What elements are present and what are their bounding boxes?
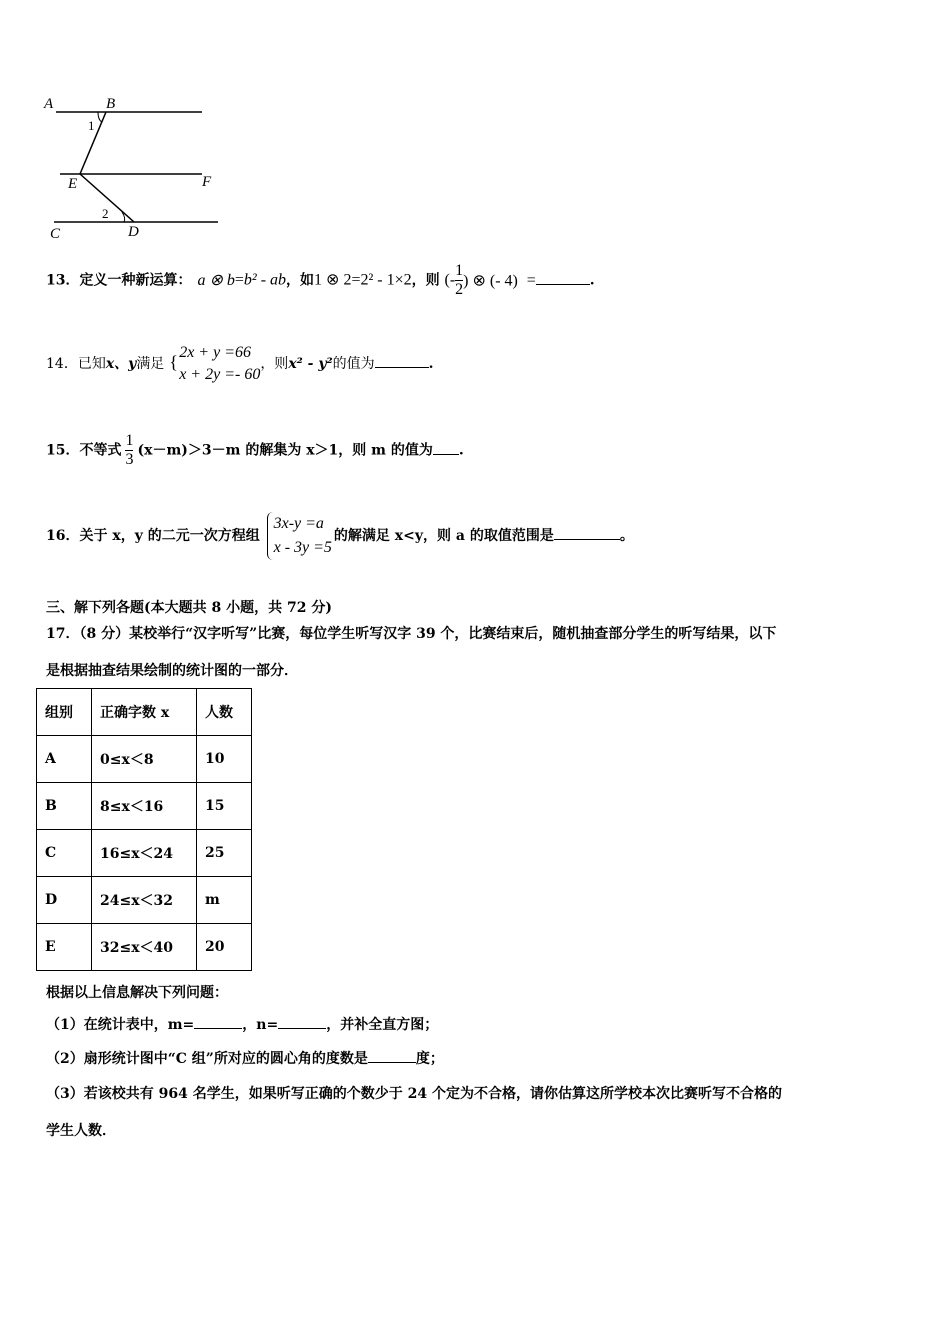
q17-angle-blank (368, 1048, 416, 1063)
q13-mid: ，如 (286, 272, 315, 289)
q15-body: (x－m)＞3－m 的解集为 x＞1，则 m 的值为 (137, 442, 433, 459)
label-angle1: 1 (88, 118, 95, 133)
table-header-cell: 组别 (37, 689, 92, 736)
q17-p2-b: 度； (415, 1051, 444, 1067)
label-b: B (106, 96, 116, 112)
question-14 (46, 342, 434, 386)
q14-answer-blank (375, 353, 429, 368)
table-cell: E (37, 924, 92, 971)
table-header-cell: 人数 (197, 689, 252, 736)
table-cell: 0≤x＜8 (92, 736, 197, 783)
q15-prefix: 15．不等式 (46, 442, 122, 459)
q14-satisfy: 满足 (136, 356, 165, 372)
label-d: D (128, 224, 139, 240)
angle-1-arc (98, 112, 102, 122)
section-3-title: 三、解下列各题(本大题共 8 小题，共 72 分) (46, 600, 332, 616)
table-cell: B (37, 783, 92, 830)
label-angle2: 2 (102, 206, 109, 221)
q13-lead: (- (444, 271, 456, 289)
table-row (37, 877, 252, 924)
q13-tail: ) ⊗ (- 4) (463, 272, 518, 290)
q13-then: ，则 (411, 272, 440, 289)
label-e: E (68, 176, 78, 192)
q13-prefix: 13．定义一种新运算： (46, 272, 192, 289)
q15-frac-num: 1 (125, 432, 134, 449)
q13-op: a ⊗ b (197, 271, 235, 289)
q15-frac-den: 3 (125, 451, 134, 468)
geometry-figure (40, 92, 220, 244)
q17-p1-a: （1）在统计表中，m= (46, 1017, 195, 1033)
table-cell: 15 (197, 783, 252, 830)
table-cell: A (37, 736, 92, 783)
q13-eq: = (234, 271, 244, 289)
q13-fraction (455, 262, 463, 299)
q14-vars: x、y (105, 356, 137, 372)
q13-example: 1 ⊗ 2=2² - 1×2 (314, 271, 412, 289)
q16-eq1: 3x-y =a (273, 515, 324, 532)
q15-fraction (125, 432, 133, 469)
q17-line2: 是根据抽查结果绘制的统计图的一部分． (46, 663, 298, 679)
q14-end: . (428, 356, 434, 372)
q16-prefix: 16．关于 x，y 的二元一次方程组 (46, 528, 260, 544)
q13-frac-num: 1 (455, 262, 464, 279)
q17-part1 (46, 1014, 438, 1034)
table-cell: 25 (197, 830, 252, 877)
table-cell: C (37, 830, 92, 877)
table-header-row (37, 689, 252, 736)
label-a: A (44, 96, 54, 112)
q17-part3-line1: （3）若该校共有 964 名学生，如果听写正确的个数少于 24 个定为不合格，请你估算这所学校本次比赛听写不合格的 (46, 1086, 782, 1102)
table-cell: 24≤x＜32 (92, 877, 197, 924)
q13-frac-den: 2 (455, 281, 464, 298)
label-f: F (202, 174, 212, 190)
q14-then: ，则 (260, 356, 289, 372)
q16-answer-blank (554, 525, 620, 540)
q17-p1-b: ，n= (242, 1017, 279, 1033)
table-cell: 8≤x＜16 (92, 783, 197, 830)
table-cell: m (197, 877, 252, 924)
table-cell: 32≤x＜40 (92, 924, 197, 971)
q16-system (267, 512, 332, 560)
table-row (37, 924, 252, 971)
table-row (37, 736, 252, 783)
q17-p2-a: （2）扇形统计图中“C 组”所对应的圆心角的度数是 (46, 1051, 368, 1067)
q15-end: . (458, 442, 464, 459)
table-header-cell: 正确字数 x (92, 689, 197, 736)
q17-n-blank (278, 1014, 326, 1029)
table-row (37, 783, 252, 830)
q14-prefix: 14．已知 (46, 356, 106, 372)
q14-expr: x² - y² (288, 356, 333, 372)
q13-answer-blank (536, 270, 590, 285)
q16-body: 的解满足 x<y，则 a 的取值范围是 (333, 528, 554, 544)
q14-eq2: x + 2y =- 60 (179, 366, 261, 383)
table-cell: D (37, 877, 92, 924)
question-15 (46, 432, 464, 469)
table-row (37, 830, 252, 877)
q13-expr: b² - ab (243, 271, 287, 289)
q14-system (169, 342, 260, 386)
table-cell: 16≤x＜24 (92, 830, 197, 877)
table-cell: 20 (197, 924, 252, 971)
q14-brace: { (169, 352, 178, 372)
q17-p1-c: ，并补全直方图； (326, 1017, 439, 1033)
q13-end: . (589, 272, 595, 289)
q13-eq2: = (526, 271, 536, 289)
q16-eq2: x - 3y =5 (273, 539, 332, 556)
stats-table (36, 688, 252, 971)
question-16 (46, 512, 634, 560)
q14-eq1: 2x + y =66 (179, 344, 251, 361)
q17-line1: 17．（8 分）某校举行“汉字听写”比赛，每位学生听写汉字 39 个，比赛结束后，随机抽查部分学生的听写结果，以下 (46, 626, 777, 642)
table-cell: 10 (197, 736, 252, 783)
q16-end: 。 (619, 528, 634, 544)
q15-answer-blank (433, 440, 459, 455)
q14-value-of: 的值为 (332, 356, 375, 372)
q17-m-blank (194, 1014, 242, 1029)
q17-intro: 根据以上信息解决下列问题： (46, 985, 228, 1001)
label-c: C (50, 226, 61, 242)
q17-part2 (46, 1048, 444, 1068)
q17-part3-line2: 学生人数． (46, 1123, 116, 1139)
question-13 (46, 262, 595, 299)
